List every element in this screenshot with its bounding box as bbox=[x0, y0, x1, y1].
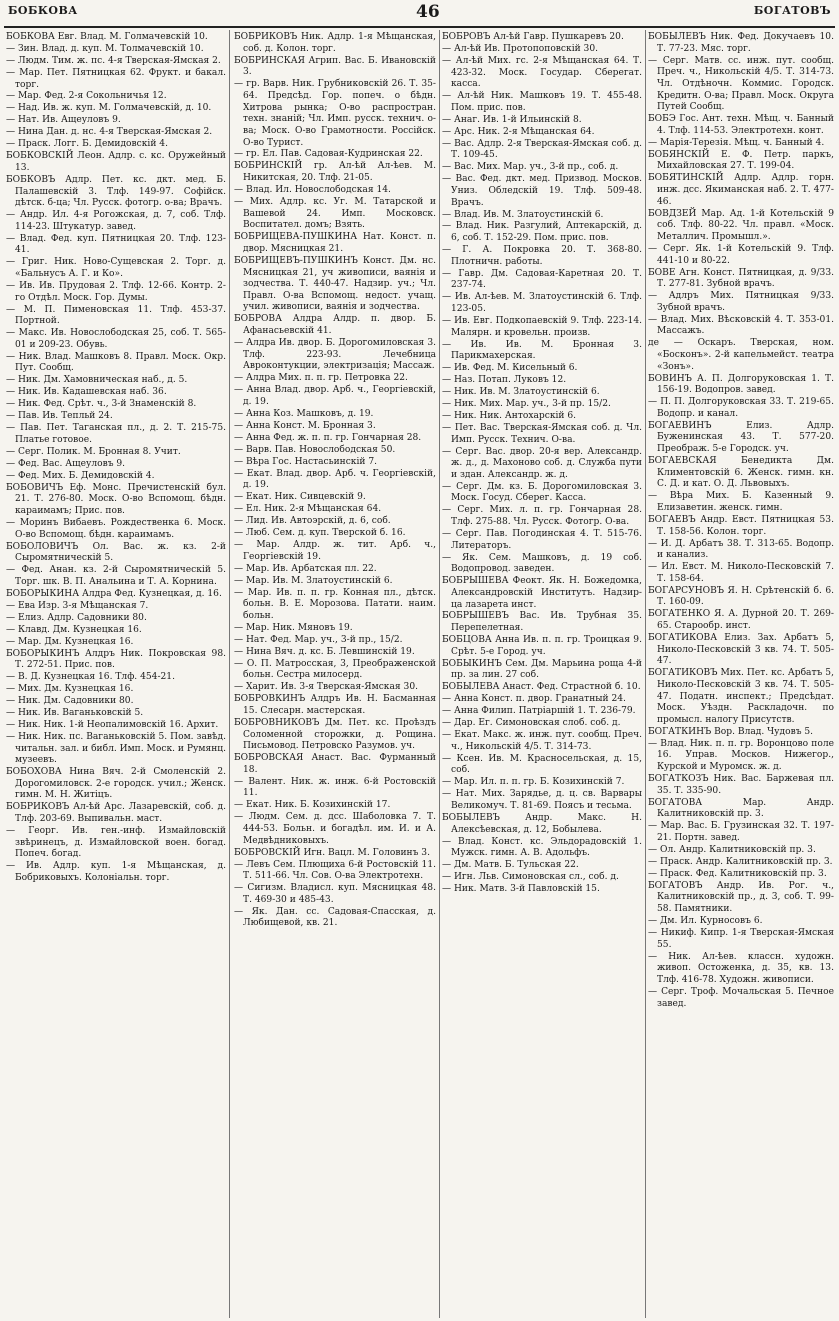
directory-entry: БОБЫЛЕВА Анаст. Фед. Страстной б. 10. bbox=[442, 682, 641, 693]
page-header bbox=[6, 2, 833, 24]
column-divider bbox=[229, 30, 230, 1318]
directory-entry: — Серг. Дм. кз. Б. Дорогомиловская 3. Моск. Госуд. Сберег. Касса. bbox=[442, 481, 642, 504]
directory-entry: — Анаг. Ив. 1-й Ильинскій 8. bbox=[442, 114, 582, 125]
directory-entry: — Над. Ив. ж. куп. М. Голмачевскій, д. 10. bbox=[6, 103, 212, 114]
directory-entry: БОБЦОВА Анна Ив. п. п. гр. Троицкая 9. Срѣт. 5-е Город. уч. bbox=[442, 635, 642, 657]
directory-entry: — Алдра Мих. п. п. гр. Петровка 22. bbox=[234, 373, 408, 384]
directory-entry: — Ол. Андр. Калитниковскій пр. 3. bbox=[648, 844, 816, 855]
directory-entry: БОГАТОВА Мар. Андр. Калитниковскій пр. 3. bbox=[648, 797, 834, 820]
directory-entry: — Серг. Мих. л. п. гр. Гончарная 28. Тлф. 275-88. Чл. Русск. Фотогр. О-ва. bbox=[442, 505, 642, 528]
directory-entry: БОГАРСУНОВЪ Я. Н. Срѣтенскій б. 6. Т. 160-09. bbox=[648, 585, 834, 608]
directory-entry: — Влад. Мих. Вѣсковскій 4. Т. 353-01. Массажъ. bbox=[648, 314, 834, 337]
directory-entry: — Влад. Ник. п. п. гр. Воронцово поле 16. Управ. Москов. Нижегор., Курской и Муромск. ж. д. bbox=[648, 738, 834, 773]
directory-entry: БОБРИЩЕВА-ПУШКИНА Нат. Конст. п. двор. Мясницкая 21. bbox=[234, 232, 436, 254]
directory-entry: — Пав. Ив. Тепльй 24. bbox=[6, 411, 113, 422]
directory-entry: — Серг. Троф. Мочальская 5. Печное завед. bbox=[648, 986, 834, 1009]
directory-entry: — Пав. Пет. Таганская пл., д. 2. Т. 215-75. Платье готовое. bbox=[6, 423, 226, 445]
directory-entry: — Як. Сем. Машковъ, д. 19 соб. Водопровод. заведен. bbox=[442, 552, 642, 575]
directory-entry: — Ал-ѣй Ник. Машковъ 19. Т. 455-48. Пом. прис. пов. bbox=[442, 91, 642, 113]
directory-entry: БОБКОВЪ Адлр. Пет. кс. дкт. мед. Б. Палашевскій 3. Тлф. 149-97. Софійск. дѣтск. б-ца; Чл. Русск. фотогр. о-ва; Врачъ. bbox=[6, 174, 226, 209]
directory-entry: — Серг. Полик. М. Бронная 8. Учит. bbox=[6, 446, 181, 457]
directory-entry: — Вас. Фед. дкт. мед. Призвод. Москов. Униз. Обледскій 19. Тлф. 509-48. Врачъ. bbox=[442, 174, 642, 208]
directory-entry: — Праск. Логг. Б. Демидовскій 4. bbox=[6, 139, 168, 150]
directory-entry: — Нина Дан. д. нс. 4-я Тверская-Ямская 2. bbox=[6, 127, 213, 138]
directory-entry: — Анна Коз. Машковъ, д. 19. bbox=[234, 408, 374, 419]
directory-entry: БОБРОВКИНЪ Алдръ Ив. Н. Басманная 15. Слесарн. мастерская. bbox=[234, 694, 436, 716]
directory-entry: — Клавд. Дм. Кузнецкая 16. bbox=[6, 624, 142, 635]
header-right-catchword: БОГАТОВЪ bbox=[753, 4, 831, 17]
directory-entry: — Вѣра Гос. Настасьинскій 7. bbox=[234, 456, 378, 467]
directory-entry: — Вѣра Мих. Б. Казенный 9. Елизаветин. женск. гимн. bbox=[648, 491, 834, 513]
directory-entry: — Ив. Ал-ѣев. М. Златоустинскій 6. Тлф. 123-05. bbox=[442, 292, 642, 314]
directory-entry: — Варв. Пав. Новослободская 50. bbox=[234, 444, 396, 455]
directory-entry: — Лид. Ив. Автоэрскій, д. 6, соб. bbox=[234, 516, 391, 527]
directory-entry: — Ник. Фед. Срѣт. ч., 3-й Знаменскій 8. bbox=[6, 399, 197, 410]
directory-entry: БОБРИНСКАЯ Агрип. Вас. Б. Ивановскій 3. bbox=[234, 55, 436, 78]
directory-entry: — Мар. Ив. п. п. гр. Конная пл., дѣтск. больн. В. Е. Морозова. Патати. наим. больн. bbox=[234, 587, 436, 621]
directory-entry: — Людм. Тим. ж. пс. 4-я Тверская-Ямская 2. bbox=[6, 55, 221, 66]
directory-entry: БОБРИЩЕВЪ-ПУШКИНЪ Конст. Дм. нс. Мясницкая 21, уч живописи, ваянія и зодчества. Т. 440-47. Надзир. уч.; Чл. Правл. О-ва Вспомощ. недост. учащ. учил. живописи, ваянія и зодчества. bbox=[234, 255, 436, 313]
directory-entry: БОБКОВСКІЙ Леон. Адлр. с. кс. Оружейный 13. bbox=[6, 151, 226, 173]
directory-entry: — Мар. Вас. Б. Грузинская 32. Т. 197-21. Портн. завед. bbox=[648, 821, 834, 843]
directory-entry: — Арс. Ник. 2-я Мѣщанская 64. bbox=[442, 126, 595, 137]
directory-entry: — Макс. Ив. Новослободская 25, соб. Т. 565-01 и 209-23. Обувь. bbox=[6, 328, 226, 350]
directory-entry: — Сигизм. Владисл. куп. Мясницкая 48. Т. 469-30 и 485-43. bbox=[234, 883, 436, 905]
directory-entry: — Ел. Ник. 2-я Мѣщанская 64. bbox=[234, 504, 382, 515]
directory-entry: БОВДЗЕЙ Мар. Ад. 1-й Котельскій 9 соб. Тлф. 80-22. Чл. правл. «Моск. Металлич. Промышл.». bbox=[648, 208, 834, 242]
directory-entry: — Влад. Ил. Новослободская 14. bbox=[234, 185, 391, 196]
directory-entry: БОГАТКИНЪ Вор. Влад. Чудовъ 5. bbox=[648, 726, 814, 737]
directory-entry: — Мих. Адлр. кс. Уг. М. Татарской и Вашевой 24. Имп. Московск. Воспитател. домъ; Взять. bbox=[234, 196, 436, 231]
directory-entry: — Андр. Ил. 4-я Рогожская, д. 7, соб. Тлф. 114-23. Штукатур. завед. bbox=[6, 210, 226, 232]
directory-entry: — Мар. Ив. Арбатская пл. 22. bbox=[234, 563, 377, 574]
directory-entry: — Ник. Ив. Ваганьковскій 5. bbox=[6, 707, 144, 718]
directory-entry: — Зин. Влад. д. куп. М. Толмачевскій 10. bbox=[6, 43, 204, 54]
directory-entry: БОГАТИКОВА Елиз. Зах. Арбатъ 5, Николо-Песковскій 3 кв. 74. Т. 505-47. bbox=[648, 633, 834, 667]
directory-entry: БОБРОВА Алдра Алдр. п. двор. Б. Афанасьевскій 41. bbox=[234, 314, 436, 337]
directory-entry: БОБОРЫКИНЪ Алдръ Ник. Покровская 98. Т. 272-51. Прис. пов. bbox=[6, 648, 226, 671]
directory-entry: — Серг. Пав. Погодинская 4. Т. 515-76. Литераторъ. bbox=[442, 528, 642, 551]
directory-entry: — Ник. Ив. М. Златоустинскій 6. bbox=[442, 387, 600, 398]
directory-entry: — Гавр. Дм. Садовая-Каретная 20. Т. 237-74. bbox=[442, 268, 642, 291]
column-divider bbox=[439, 30, 440, 1318]
directory-entry: — Нат. Мих. Зарядье, д. ц. св. Варвары Великомуч. Т. 81-69. Поясъ и тесьма. bbox=[442, 789, 642, 811]
directory-entry: — Ник. Влад. Машковъ 8. Правл. Моск. Окр. Пут. Сообщ. bbox=[6, 351, 226, 374]
directory-entry: — Наз. Потап. Луковъ 12. bbox=[442, 375, 567, 386]
directory-entry: де — Оскаръ. Тверская, ном. «Босконъ». 2-й капельмейст. театра «Зонъ». bbox=[648, 338, 834, 372]
directory-entry: — Мар. Дм. Кузнецкая 16. bbox=[6, 636, 134, 647]
directory-entry: — Анна Филип. Патріаршій 1. Т. 236-79. bbox=[442, 706, 636, 717]
directory-entry: — Ник. Ник. Антохарскій 6. bbox=[442, 410, 577, 421]
column-1 bbox=[6, 32, 226, 1317]
directory-entry: — Ив. Евг. Подкопаевскій 9. Тлф. 223-14. Малярн. и кровельн. произв. bbox=[442, 315, 642, 338]
directory-entry: — Алдра Ив. двор. Б. Дорогомиловская 3. Тлф. 223-93. Лечебница Авроконтукции, электризація; Массаж. bbox=[234, 338, 436, 372]
directory-entry: — Анна Конст. п. двор. Гранатный 24. bbox=[442, 694, 626, 705]
directory-entry: — Елиз. Адлр. Садовники 80. bbox=[6, 612, 147, 623]
directory-entry: БОГАЕВИНЪ Елиз. Адлр. Буженинская 43. Т. 577-20. Преображ. 5-е Городск. уч. bbox=[648, 420, 834, 455]
column-2 bbox=[234, 32, 436, 1317]
directory-entry: — Ник. Ал-ѣев. классн. художн. живоп. Остоженка, д. 35, кв. 13. Тлф. 416-78. Художн. живописи. bbox=[648, 951, 834, 985]
directory-entry: — Як. Дан. сс. Садовая-Спасская, д. Любищевой, кв. 21. bbox=[234, 906, 436, 929]
directory-entry: — Ив. Ив. М. Бронная 3. Парикмахерская. bbox=[442, 339, 642, 362]
directory-entry: БОБРОВЪ Ал-ѣй Гавр. Пушкаревъ 20. bbox=[442, 32, 624, 42]
directory-entry: БОБРЫШЕВЪ Вас. Ив. Трубная 35. Перепелетная. bbox=[442, 611, 642, 634]
directory-entry: — Левъ Сем. Плющиха 6-й Ростовскій 11. Т. 511-66. Чл. Сов. О-ва Электротехн. bbox=[234, 859, 436, 882]
directory-entry: — Праск. Фед. Калитниковскій пр. 3. bbox=[648, 868, 827, 879]
directory-entry: — Фед. Мих. Б. Демидовскій 4. bbox=[6, 470, 155, 481]
directory-entry: — Игн. Льв. Симоновская сл., соб. д. bbox=[442, 872, 619, 883]
directory-entry: — Вас. Мих. Мар. уч., 3-й пр., соб. д. bbox=[442, 162, 619, 173]
directory-entry: — Адлръ Мих. Пятницкая 9/33. Зубной врачъ. bbox=[648, 291, 834, 313]
directory-entry: БОБРИКОВЪ Ал-ѣй Арс. Лазаревскій, соб. д. Тлф. 203-69. Выпивальн. маст. bbox=[6, 802, 226, 825]
directory-entry: — Влад. Фед. куп. Пятницкая 20. Тлф. 123-41. bbox=[6, 233, 226, 256]
directory-entry: — Ник. Дм. Хамовническая наб., д. 5. bbox=[6, 375, 188, 386]
directory-entry: — Г. А. Покровка 20. Т. 368-80. Плотничн. работы. bbox=[442, 245, 642, 267]
directory-entry: БОБРОВНИКОВЪ Дм. Пет. кс. Проѣздъ Соломенной сторожки, д. Рощина. Письмовод. Петровско Разумов. уч. bbox=[234, 717, 436, 752]
column-3 bbox=[442, 32, 642, 1317]
directory-entry: — Ив. Адлр. куп. 1-я Мѣщанская, д. Бобриковыхъ. Колоніальн. торг. bbox=[6, 861, 226, 883]
directory-entry: — Серг. Матв. сс. инж. пут. сообщ. Преч. ч., Никольскій 4/5. Т. 314-73. Чл. Отдѣночн. Коммис. Городск. Кредитн. О-ва; Правл. Моск. Округа Путей Сообщ. bbox=[648, 55, 834, 113]
directory-entry: БОБРИКОВЪ Ник. Адлр. 1-я Мѣщанская, соб. д. Колон. торг. bbox=[234, 32, 436, 54]
directory-entry: — Екат. Влад. двор. Арб. ч. Георгіевскій, д. 19. bbox=[234, 468, 436, 491]
directory-entry: — О. П. Матросская, 3, Преображенской больн. Сестра милосерд. bbox=[234, 658, 436, 681]
directory-entry: БОБОРЫКИНА Алдра Фед. Кузнецкая, д. 16. bbox=[6, 588, 222, 599]
directory-entry: БОБЯНСКІЙ Е. Ф. Петр. паркъ, Михайловская 27. Т. 199-04. bbox=[648, 149, 834, 172]
directory-entry: — Ал-ѣй Мих. гс. 2-я Мѣщанская 64. Т. 423-32. Моск. Государ. Сберегат. касса. bbox=[442, 55, 642, 90]
directory-entry: — Марія-Терезія. Мѣщ. ч. Банный 4. bbox=[648, 137, 825, 148]
directory-entry: — Екат. Ник. Б. Козихинскій 17. bbox=[234, 800, 391, 811]
directory-entry: — гр. Варв. Ник. Грубниковскій 26. Т. 35-64. Предсѣд. Гор. попеч. о бѣдн. Хитрова рынка; О-во распростран. техн. знаній; Чл. Имп. русск. технич. о-ва; Моск. О-во Грамотности. Россійск. О-во Турист. bbox=[234, 79, 436, 148]
directory-entry: БОБЯТИНСКІЙ Адлр. Адлр. горн. инж. дсс. Якиманская наб. 2. Т. 477-46. bbox=[648, 173, 834, 207]
directory-entry: — Григ. Ник. Ново-Сущевская 2. Торг. д. «Бальнусъ А. Г. и Ко». bbox=[6, 257, 226, 279]
directory-entry: БОБРИНСКІЙ гр. Ал-ѣй Ал-ѣев. М. Никитская, 20. Тлф. 21-05. bbox=[234, 161, 436, 184]
directory-entry: БОГАТЕНКО Я. А. Дурной 20. Т. 269-65. Старообр. инст. bbox=[648, 609, 834, 632]
directory-entry: БОБРОВСКІЙ Игн. Вацл. М. Головинъ 3. bbox=[234, 847, 430, 858]
directory-entry: — Екат. Макс. ж. инж. пут. сообщ. Преч. ч., Никольскій 4/5. Т. 314-73. bbox=[442, 730, 642, 752]
directory-entry: — Ник. Ник. пс. Ваганьковскій 5. Пом. завѣд. читальн. зал. и библ. Имп. Моск. и Румянц. музеевъ. bbox=[6, 731, 226, 766]
directory-entry: — Влад. Конст. кс. Эльдорадовскій 1. Мужск. гимн. А. В. Адольфъ. bbox=[442, 836, 642, 859]
directory-entry: — Пет. Вас. Тверская-Ямская соб. д. Чл. Имп. Русск. Технич. О-ва. bbox=[442, 422, 642, 445]
directory-entry: БОВЕ Агн. Конст. Пятницкая, д. 9/33. Т. 277-81. Зубной врачъ. bbox=[648, 267, 834, 290]
directory-entry: — М. П. Пименовская 11. Тлф. 453-37. Портной. bbox=[6, 304, 226, 327]
directory-entry: БОБРЫШЕВА Феокт. Як. Н. Божедомка, Александровскій Институтъ. Надзир-ца лазарета инст. bbox=[442, 576, 642, 610]
directory-entry: — Дар. Ег. Симоновская слоб. соб. д. bbox=[442, 718, 621, 729]
directory-entry: — Ив. Ив. Прудовая 2. Тлф. 12-66. Контр. 2-го Отдѣл. Моск. Гор. Думы. bbox=[6, 280, 226, 303]
directory-entry: — Серг. Вас. двор. 20-я вер. Александр. ж. д., д. Махоново соб. д. Служба пути и здан. Александр. ж. д. bbox=[442, 446, 642, 480]
directory-entry: — Мар. Пет. Пятницкая 62. Фрукт. и бакал. торг. bbox=[6, 67, 226, 90]
directory-entry: БОБОЛОВИЧЪ Ол. Вас. ж. кз. 2-й Сыромятническій 5. bbox=[6, 541, 226, 564]
directory-entry: — Фед. Вас. Ащеуловъ 9. bbox=[6, 458, 126, 469]
directory-entry: БОГАЕВСКАЯ Бенедикта Дм. Климентовскій 6. Женск. гимн. кн. С. Д. и кат. О. Д. Львовыхъ. bbox=[648, 456, 834, 490]
directory-entry: — Ксен. Ив. М. Красносельская, д. 15, соб. bbox=[442, 753, 642, 776]
directory-entry: БОБЫЛЕВЪ Андр. Макс. Н. Алексѣевская, д. 12, Бобылева. bbox=[442, 812, 642, 835]
directory-entry: — Ник. Дм. Садовники 80. bbox=[6, 696, 134, 707]
directory-entry: — Мар. Ник. Мяновъ 19. bbox=[234, 622, 353, 633]
directory-entry: БОГАЕВЪ Андр. Евст. Пятницкая 53. Т. 158-56. Колон. торг. bbox=[648, 514, 834, 537]
directory-entry: — Ник. Ив. Кадашевская наб. 36. bbox=[6, 387, 167, 398]
directory-entry: — П. П. Долгоруковская 33. Т. 219-65. Водопр. и канал. bbox=[648, 397, 834, 419]
directory-entry: БОБЫКИНЪ Сем. Дм. Марьина роща 4-й пр. за лин. 27 соб. bbox=[442, 658, 642, 681]
directory-entry: — Ник. Матв. 3-й Павловскій 15. bbox=[442, 884, 600, 895]
directory-entry: — Никиф. Кипр. 1-я Тверская-Ямская 55. bbox=[648, 927, 834, 950]
directory-entry: — Ив. Фед. М. Кисельный 6. bbox=[442, 363, 578, 374]
directory-entry: — И. Д. Арбатъ 38. Т. 313-65. Водопр. и канализ. bbox=[648, 538, 834, 561]
directory-entry: — Мар. Ив. М. Златоустинскій 6. bbox=[234, 575, 393, 586]
directory-entry: БОГАТИКОВЪ Мих. Пет. кс. Арбатъ 5, Николо-Песковскій 3 кв. 74. Т. 505-47. Податн. инспект.; Предсѣдат. Моск. Уѣздн. Раскладочн. по промысл. налогу Присутств. bbox=[648, 668, 834, 725]
column-4 bbox=[648, 32, 834, 1317]
directory-entry: — Дм. Матв. Б. Тульская 22. bbox=[442, 860, 579, 871]
directory-entry: — Серг. Як. 1-й Котельскій 9. Тлф. 441-10 и 80-22. bbox=[648, 243, 834, 266]
directory-entry: БОБКОВА Евг. Влад. М. Голмачевскій 10. bbox=[6, 32, 208, 42]
directory-entry: — Валент. Ник. ж. инж. 6-й Ростовскій 11. bbox=[234, 776, 436, 799]
directory-entry: — Ил. Евст. М. Николо-Песковскій 7. Т. 158-64. bbox=[648, 562, 834, 584]
directory-entry: БОБЫЛЕВЪ Ник. Фед. Докучаевъ 10. Т. 77-23. Мяс. торг. bbox=[648, 32, 834, 54]
directory-entry: — Нина Вяч. д. кс. Б. Левшинскій 19. bbox=[234, 646, 415, 657]
directory-entry: — Вас. Адлр. 2-я Тверская-Ямская соб. д. Т. 109-45. bbox=[442, 138, 642, 161]
directory-entry: — Георг. Ив. ген.-инф. Измайловскій звѣринецъ, д. Измайловской воен. богад. Попеч. богад. bbox=[6, 826, 226, 860]
directory-entry: БОБРОВСКАЯ Анаст. Вас. Фурманный 18. bbox=[234, 753, 436, 775]
directory-entry: — Люб. Сем. д. куп. Тверской б. 16. bbox=[234, 528, 406, 539]
directory-entry: — Анна Фед. ж. п. п. гр. Гончарная 28. bbox=[234, 432, 422, 443]
page-number: 46 bbox=[416, 2, 440, 22]
directory-entry: — Ева Изр. 3-я Мѣщанская 7. bbox=[6, 600, 149, 611]
directory-entry: БОГАТОВЪ Андр. Ив. Рог. ч., Калитниковскій пр., д. 3, соб. Т. 99-58. Памятники. bbox=[648, 880, 834, 915]
directory-entry: БОБЭ Гос. Ант. техн. Мѣщ. ч. Банный 4. Тлф. 114-53. Электротехн. конт. bbox=[648, 114, 834, 136]
directory-entry: — Праск. Андр. Калитниковскій пр. 3. bbox=[648, 856, 833, 867]
directory-entry: — Нат. Ив. Ащеуловъ 9. bbox=[6, 115, 121, 126]
directory-entry: — Людм. Сем. д. дсс. Шаболовка 7. Т. 444-53. Больн. и богадѣл. им. И. и А. Медвѣдниковыхъ. bbox=[234, 812, 436, 846]
directory-entry: — Влад. Ник. Разгулий, Аптекарскій, д. 6, соб. Т. 152-29. Пом. прис. пов. bbox=[442, 221, 642, 244]
directory-entry: БОБОВИЧЪ Еф. Монс. Пречистенскій бул. 21. Т. 276-80. Моск. О-во Вспомощ. бѣдн. караимамъ; Прис. пов. bbox=[6, 482, 226, 516]
directory-entry: — Мар. Ил. п. п. гр. Б. Козихинскій 7. bbox=[442, 777, 625, 788]
column-divider bbox=[645, 30, 646, 1318]
directory-entry: — Моринъ Вибаевъ. Рождественка 6. Моск. О-во Вспомощ. бѣдн. караимамъ. bbox=[6, 517, 226, 540]
header-rule bbox=[4, 26, 835, 28]
directory-entry: — Екат. Ник. Сивцевскій 9. bbox=[234, 492, 366, 503]
directory-entry: — Фед. Анан. кз. 2-й Сыромятническій 5. Торг. шк. В. П. Анальина и Т. А. Корнина. bbox=[6, 565, 226, 587]
directory-entry: — Нат. Фед. Мар. уч., 3-й пр., 15/2. bbox=[234, 634, 403, 645]
header-left-catchword: БОБКОВА bbox=[8, 4, 78, 17]
directory-entry: — Анна Влад. двор. Арб. ч., Георгіевскій, д. 19. bbox=[234, 385, 436, 407]
directory-entry: — гр. Ел. Пав. Садовая-Кудринская 22. bbox=[234, 149, 423, 160]
directory-entry: — Ал-ѣй Ив. Протопоповскій 30. bbox=[442, 43, 599, 54]
directory-entry: — Ник. Мих. Мар. уч., 3-й пр. 15/2. bbox=[442, 398, 611, 409]
directory-entry: БОВИНЪ А. П. Долгоруковская 1. Т. 156-19. Водопров. завед. bbox=[648, 373, 834, 396]
directory-entry: — Ник. Ник. 1-й Неопалимовскій 16. Архит. bbox=[6, 719, 219, 730]
directory-entry: — Влад. Ив. М. Златоустинскій 6. bbox=[442, 209, 604, 220]
directory-entry: — Харит. Ив. 3-я Тверская-Ямская 30. bbox=[234, 682, 418, 693]
directory-entry: — Анна Конст. М. Бронная 3. bbox=[234, 420, 376, 431]
directory-entry: — Мар. Фед. 2-я Сокольничья 12. bbox=[6, 91, 167, 102]
directory-entry: — Мар. Алдр. ж. тит. Арб. ч., Георгіевскій 19. bbox=[234, 540, 436, 562]
directory-entry: БОБОХОВА Нина Вяч. 2-й Смоленскій 2. Дорогомиловск. 2-е городск. учил.; Женск. гимн. М. Н. Житіцъ. bbox=[6, 767, 226, 801]
directory-entry: БОГАТКОЗЪ Ник. Вас. Баржевая пл. 35. Т. 335-90. bbox=[648, 774, 834, 796]
directory-entry: — В. Д. Кузнецкая 16. Тлф. 454-21. bbox=[6, 672, 175, 683]
directory-entry: — Мих. Дм. Кузнецкая 16. bbox=[6, 684, 134, 695]
directory-entry: — Дм. Ил. Курносовъ 6. bbox=[648, 916, 763, 927]
